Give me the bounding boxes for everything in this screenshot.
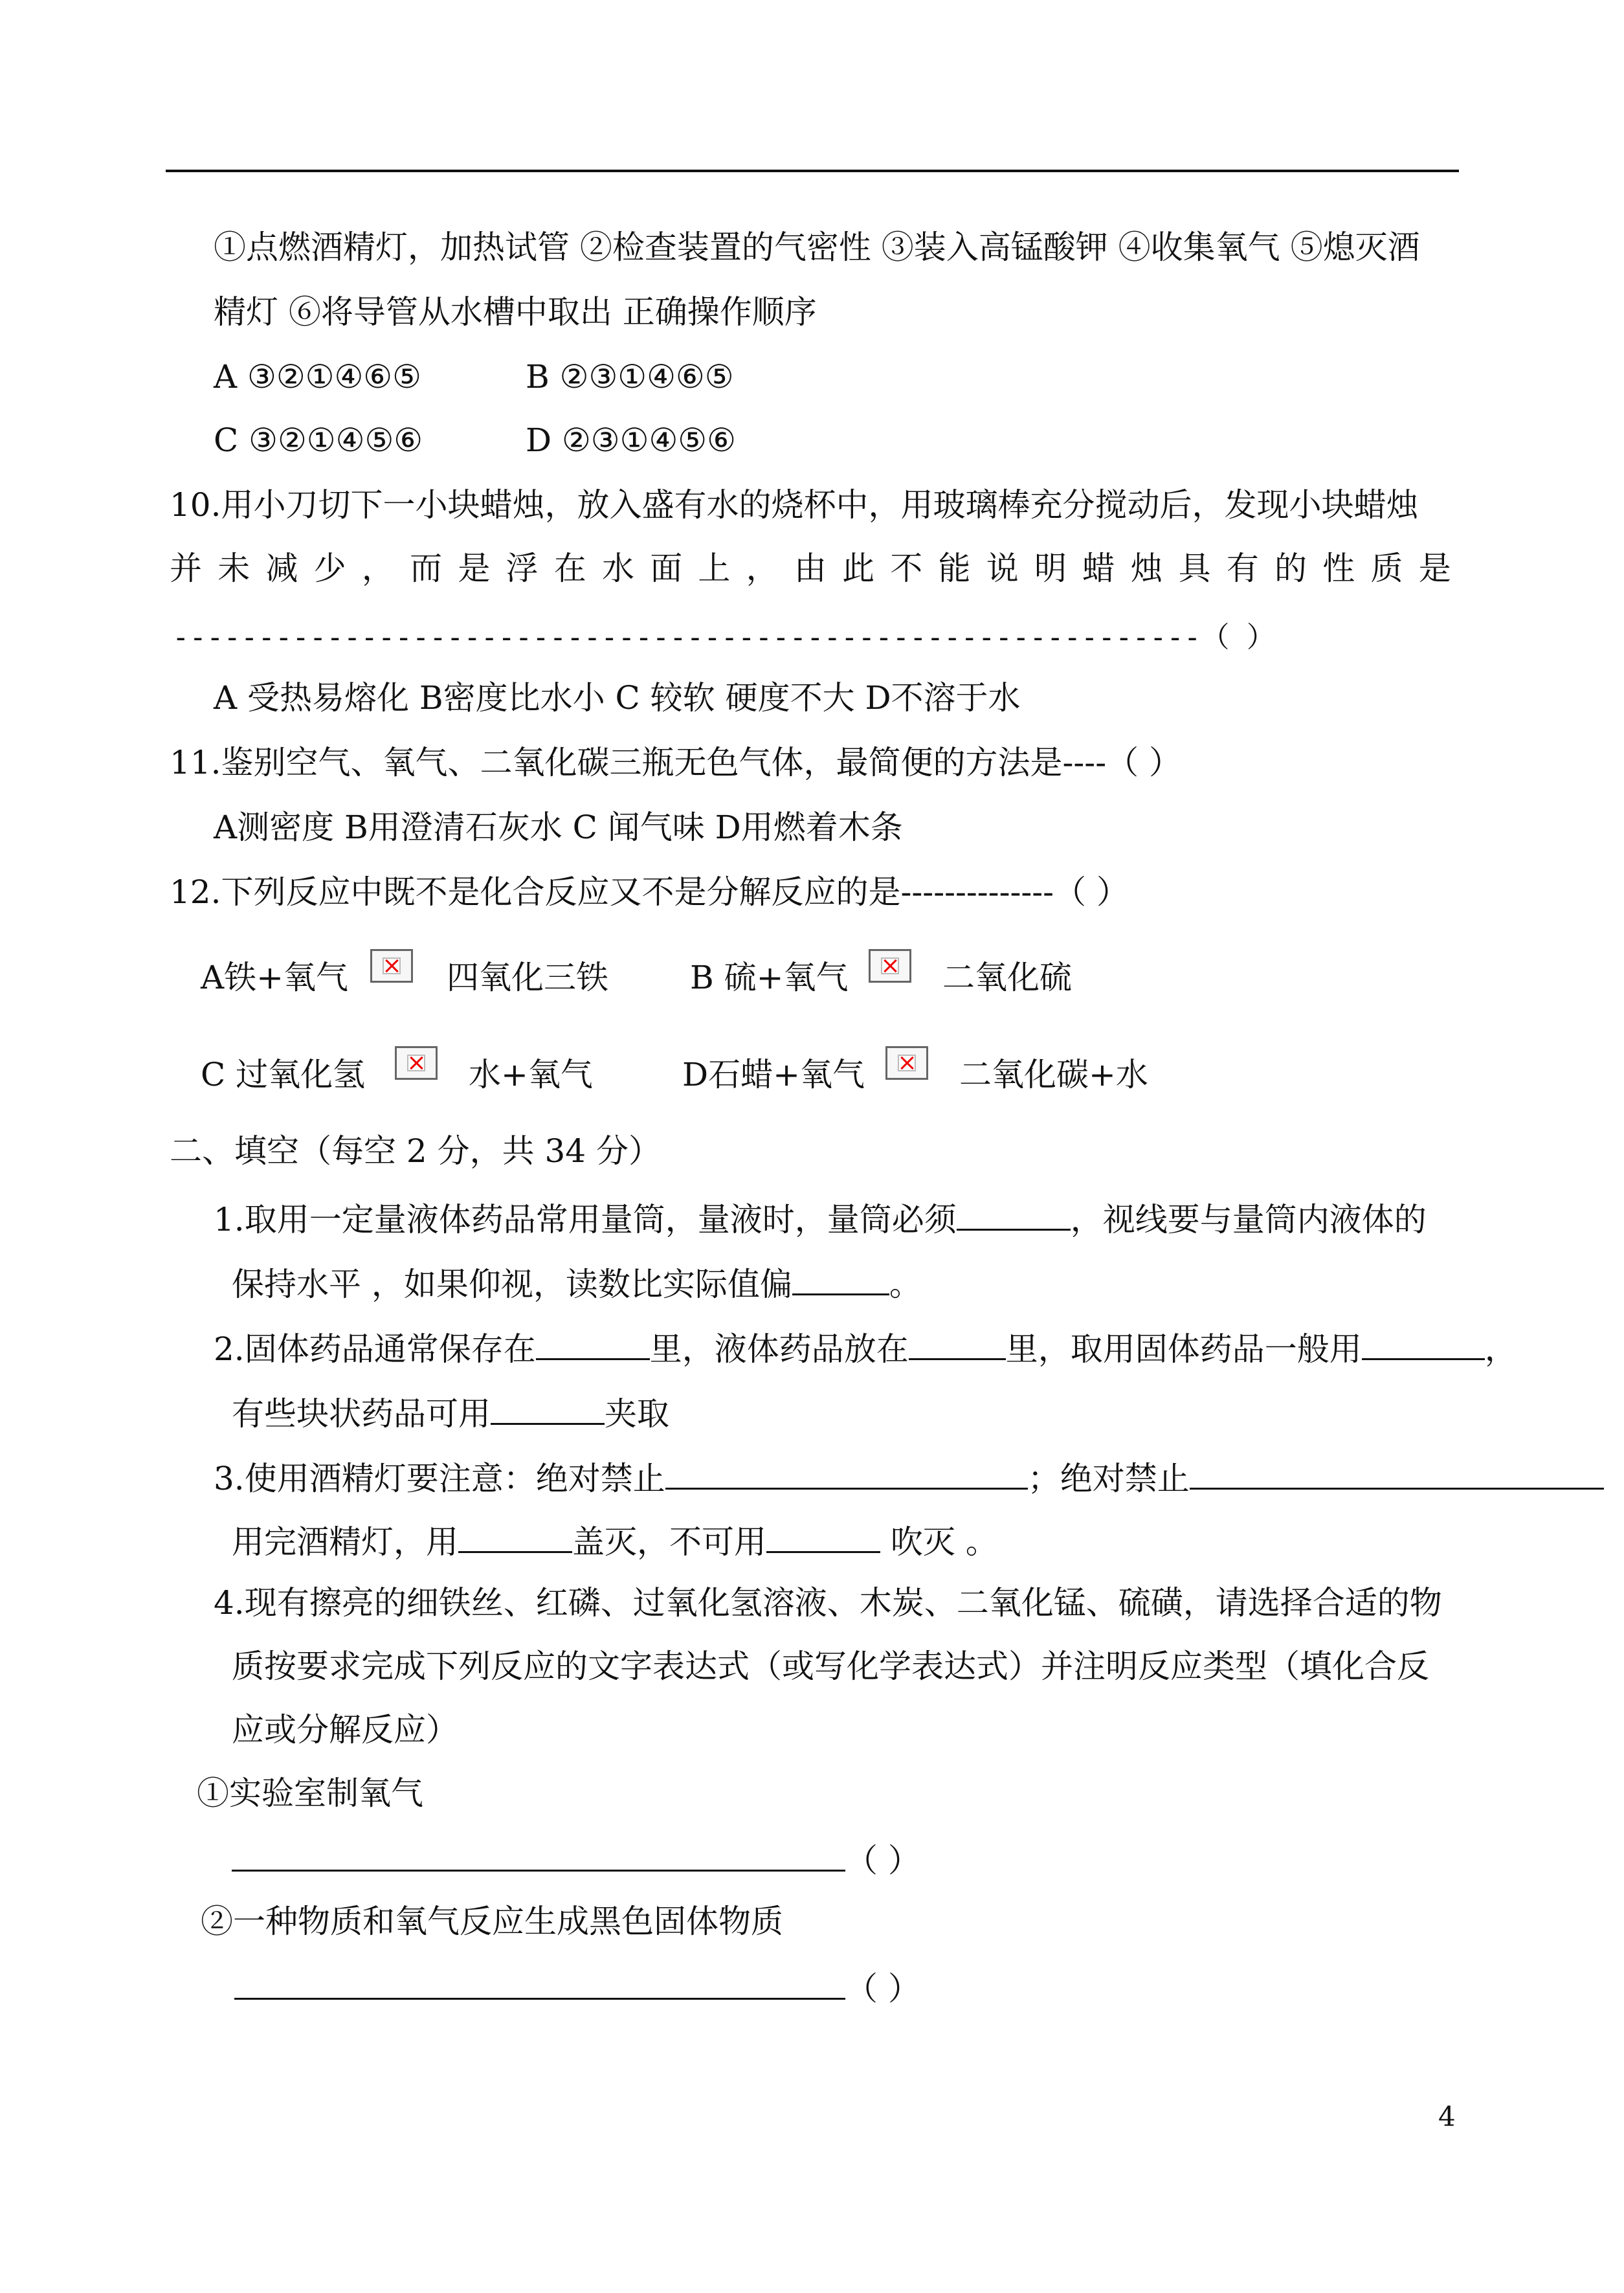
sub-question-2-answer: （ ）	[234, 1965, 920, 2008]
answer-blank[interactable]	[232, 1837, 845, 1872]
answer-blank[interactable]	[792, 1261, 889, 1295]
fill-4-line2: 质按要求完成下列反应的文字表达式（或写化学表达式）并注明反应类型（填化合反	[232, 1648, 1429, 1685]
broken-image-icon	[395, 1046, 438, 1080]
fill-1-line2: 保持水平 ，如果仰视，读数比实际值偏 。	[232, 1261, 922, 1304]
answer-blank[interactable]	[909, 1326, 1006, 1360]
fill-3-line1: 3.使用酒精灯要注意：绝对禁止 ；绝对禁止	[214, 1455, 1604, 1498]
q12-option-b-product: 二氧化硫	[942, 959, 1072, 996]
answer-blank[interactable]	[1362, 1326, 1485, 1360]
q12-option-c-product: 水+氧气	[469, 1056, 593, 1093]
answer-blank[interactable]	[1190, 1455, 1604, 1490]
fill-4-line1: 4.现有擦亮的细铁丝、红磷、过氧化氢溶液、木炭、二氧化锰、硫磺，请选择合适的物	[214, 1584, 1442, 1622]
q12-stem: 12.下列反应中既不是化合反应又不是分解反应的是--------------（ ）	[170, 873, 1129, 911]
answer-blank[interactable]	[234, 1965, 845, 2000]
q12-option-d-product: 二氧化碳+水	[959, 1056, 1148, 1093]
q10-line1: 10.用小刀切下一小块蜡烛，放入盛有水的烧杯中，用玻璃棒充分搅动后，发现小块蜡烛	[170, 486, 1419, 524]
fill-2-line2: 有些块状药品可用 夹取	[232, 1391, 669, 1433]
q10-options: A 受热易熔化 B密度比水小 C 较软 硬度不大 D不溶于水	[214, 679, 1021, 717]
broken-image-icon	[370, 949, 413, 983]
sub-question-1: ①实验室制氧气	[197, 1774, 423, 1812]
broken-image-icon	[885, 1046, 928, 1080]
sub-question-1-answer: （ ）	[232, 1837, 920, 1880]
q10-answer-line: ------------------------------------------------------------（ ）	[172, 621, 1275, 654]
answer-blank[interactable]	[957, 1196, 1071, 1231]
fill-3-line2: 用完酒精灯，用 盖灭，不可用 吹灭 。	[232, 1519, 998, 1561]
answer-blank[interactable]	[665, 1455, 1028, 1490]
q11-stem: 11.鉴别空气、氧气、二氧化碳三瓶无色气体，最简便的方法是----（ ）	[170, 744, 1181, 781]
answer-blank[interactable]	[491, 1391, 605, 1425]
fill-2-line1: 2.固体药品通常保存在 里，液体药品放在 里，取用固体药品一般用 ，	[214, 1326, 1517, 1369]
sub-question-2: ②一种物质和氧气反应生成黑色固体物质	[201, 1903, 783, 1940]
fill-1-line1: 1.取用一定量液体药品常用量筒，量液时，量筒必须 ，视线要与量筒内液体的	[214, 1196, 1427, 1239]
q11-options: A测密度 B用澄清石灰水 C 闻气味 D用燃着木条	[214, 809, 903, 846]
broken-image-icon	[869, 949, 911, 983]
q9-option-c: C ③②①④⑤⑥	[214, 421, 423, 459]
q12-option-a-product: 四氧化三铁	[447, 959, 608, 996]
section-2-title: 二、填空（每空 2 分，共 34 分）	[170, 1132, 662, 1170]
page-number: 4	[1438, 2101, 1456, 2132]
answer-blank[interactable]	[536, 1326, 650, 1360]
q12-option-a-reactants: A铁+氧气	[201, 959, 349, 996]
answer-blank[interactable]	[766, 1519, 880, 1553]
q12-option-b-reactants: B 硫+氧气	[690, 959, 849, 996]
q9-option-d: D ②③①④⑤⑥	[526, 421, 736, 459]
header-rule	[166, 170, 1459, 172]
q10-line2: 并 未 减 少 ， 而 是 浮 在 水 面 上 ， 由 此 不 能 说 明 蜡 烛 具 有 的 性 质 是	[170, 550, 1451, 587]
q9-option-b: B ②③①④⑥⑤	[526, 358, 734, 396]
fill-4-line3: 应或分解反应）	[232, 1711, 458, 1749]
q9-option-a: A ③②①④⑥⑤	[214, 358, 421, 396]
q9-line2: 精灯 ⑥将导管从水槽中取出 正确操作顺序	[214, 293, 817, 331]
q9-line1: ①点燃酒精灯，加热试管 ②检查装置的气密性 ③装入高锰酸钾 ④收集氧气 ⑤熄灭酒	[214, 229, 1420, 266]
answer-blank[interactable]	[458, 1519, 572, 1553]
q12-option-c-reactants: C 过氧化氢	[201, 1056, 366, 1093]
q12-option-d-reactants: D石蜡+氧气	[682, 1056, 865, 1093]
